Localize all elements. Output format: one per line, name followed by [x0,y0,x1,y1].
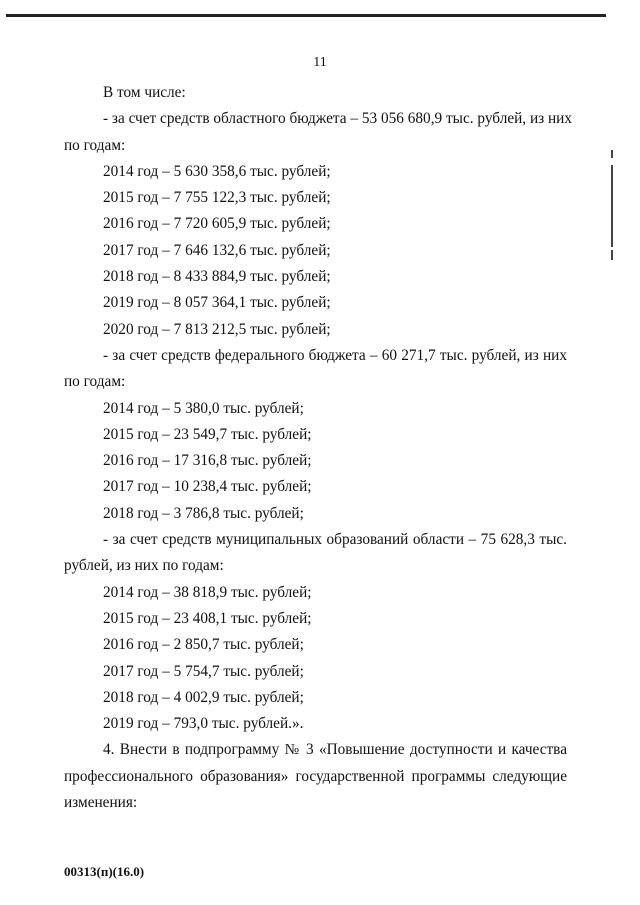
text-line: по годам: [64,373,126,391]
text-line: 2018 год – 4 002,9 тыс. рублей; [103,688,304,706]
margin-mark [611,250,613,260]
page-number: 11 [313,55,327,70]
text-line: изменения: [64,794,138,812]
text-line: 2015 год – 23 549,7 тыс. рублей; [103,425,312,443]
text-line: 2015 год – 23 408,1 тыс. рублей; [103,609,312,627]
top-rule [6,14,606,17]
text-line: рублей, из них по годам: [64,557,224,575]
text-line: 2016 год – 2 850,7 тыс. рублей; [103,636,304,654]
text-line: 2014 год – 5 380,0 тыс. рублей; [103,399,304,417]
text-line: 2020 год – 7 813 212,5 тыс. рублей; [103,320,331,338]
text-line: по годам: [64,136,126,154]
text-line: профессионального образования» государственной программы следующие [64,767,567,785]
text-line: 2018 год – 3 786,8 тыс. рублей; [103,504,304,522]
text-line: - за счет средств областного бюджета – 53 056 680,9 тыс. рублей, из них [103,110,573,128]
text-line: 4. Внести в подпрограмму № 3 «Повышение доступности и качества [103,741,567,759]
text-line: 2016 год – 7 720 605,9 тыс. рублей; [103,215,331,233]
text-line: - за счет средств муниципальных образований области – 75 628,3 тыс. [103,531,567,549]
text-line: 2019 год – 793,0 тыс. рублей.». [103,715,304,733]
text-line: 2014 год – 38 818,9 тыс. рублей; [103,583,312,601]
text-line: 2016 год – 17 316,8 тыс. рублей; [103,452,312,470]
margin-mark [611,150,613,158]
document-body [64,80,573,816]
text-line: 2015 год – 7 755 122,3 тыс. рублей; [103,189,331,207]
text-line: 2014 год – 5 630 358,6 тыс. рублей; [103,162,331,180]
text-line: 2017 год – 7 646 132,6 тыс. рублей; [103,241,331,259]
text-line: 2018 год – 8 433 884,9 тыс. рублей; [103,268,331,286]
text-line: В том числе: [103,84,186,101]
text-line: 2017 год – 5 754,7 тыс. рублей; [103,662,304,680]
margin-mark [611,165,613,247]
text-line: - за счет средств федерального бюджета – 60 271,7 тыс. рублей, из них [103,346,567,364]
text-line: 2019 год – 8 057 364,1 тыс. рублей; [103,294,331,312]
text-line: 2017 год – 10 238,4 тыс. рублей; [103,478,312,496]
document-code: 00313(п)(16.0) [64,864,145,879]
